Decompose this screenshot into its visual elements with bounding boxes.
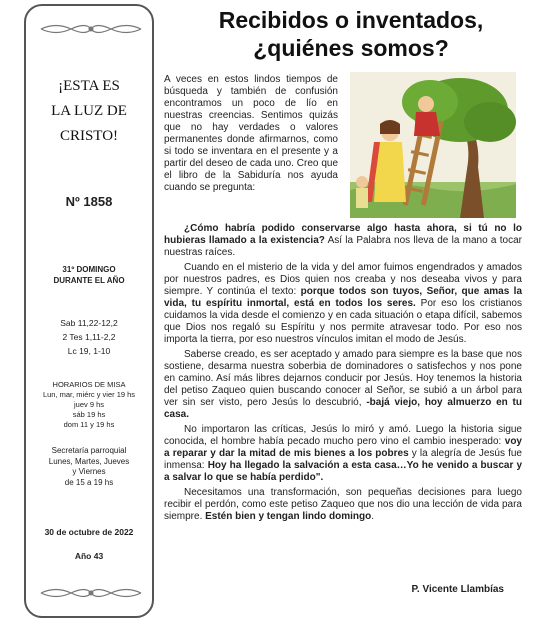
- sidebar-motto: ¡ESTA ES LA LUZ DE CRISTO!: [51, 78, 127, 144]
- issue-number: Nº 1858: [65, 194, 113, 209]
- ornament-bottom: [36, 586, 146, 600]
- sidebar-panel: [24, 4, 154, 618]
- paragraph-1: ¿Cómo habría podido conservarse algo hasta ahora, si tú no lo hubieras llamado a la existencia? Así la Palabra nos lleva de la mano a tocar nuestras raíces.: [164, 223, 522, 258]
- article-body: [164, 223, 522, 526]
- office-hours: Secretaría parroquial Lunes, Martes, Jueves y Viernes de 15 a 19 hs: [48, 446, 130, 487]
- readings-list: Sab 11,22-12,2 2 Tes 1,11-2,2 Lc 19, 1-10: [60, 318, 118, 356]
- paragraph-4: No importaron las críticas, Jesús lo miró y amó. Luego la historia sigue conocida, el hombre había pecado mucho pero vino el cambio inesperado: voy a reparar y dar la mitad de mis bienes a los pobres y la alegría de Jesús fue inmensa: Hoy ha llegado la salvación a esta casa…Yo he venido a buscar y a salvar lo que se había perdido".: [164, 424, 523, 483]
- signature: P. Vicente Llambías: [411, 584, 504, 595]
- paragraph-5: Necesitamos una transformación, son pequeñas decisiones para luego recibir el perdón, como este petiso Zaqueo que nos dio una lección de vida para siempre. Estén bien y tengan lindo domingo.: [164, 487, 522, 522]
- issue-date: 30 de octubre de 2022: [44, 527, 134, 537]
- mass-hours: HORARIOS DE MISA Lun, mar, miérc y vier 19 hs juev 9 hs sáb 19 hs dom 11 y 19 hs: [42, 380, 136, 429]
- issue-year: Año 43: [74, 551, 104, 561]
- paragraph-3: Saberse creado, es ser aceptado y amado para siempre es la base que nos sostiene, desarma nuestra soberbia de dominadores o satisfechos y nos pone en camino. Así más libres dejarnos conducir por Jesús. Hoy tenemos la historia del petiso Zaqueo quien buscando conocer al Señor, se subió a un árbol para ver sin ser visto, pero Jesús lo descubrió, -bajá viejo, hoy almuerzo en tu casa.: [164, 349, 522, 420]
- intro-paragraph: A veces en estos lindos tiempos de búsqueda y también de confusión encontramos un poco de lío en nuestras creencias. Sentimos quizás que no hay verdades o valores permanentes donde afirmarnos, como si todo se inventara en el presente y a partir del deseo de cada uno. Creo que el libro de la Sabiduría nos ayuda cuando se pregunta:: [164, 74, 338, 193]
- article-title: Recibidos o inventados, ¿quiénes somos?: [218, 7, 484, 61]
- ornament-top: [36, 22, 146, 36]
- paragraph-2: Cuando en el misterio de la vida y del amor fuimos engendrados y amados por nuestros padres, es Dios quien nos creaba y nos deseaba vivos y para siempre. Y continúa el texto: porque todos son tuyos, Señor, que amas la vida, tu espíritu inmortal, está en todos los seres. Por eso los cristianos cuidamos la vida desde el comienzo y en cada situación o etapa difícil, sabemos que Dios nos regaló su Espíritu y nos permite atravesar todo. Por eso nos importa la tierra, por eso nuestros vínculos imitan el modo de Jesús.: [164, 262, 523, 345]
- zacchaeus-tree-illustration: [350, 72, 516, 218]
- liturgical-sunday: 31º DOMINGO DURANTE EL AÑO: [53, 265, 125, 285]
